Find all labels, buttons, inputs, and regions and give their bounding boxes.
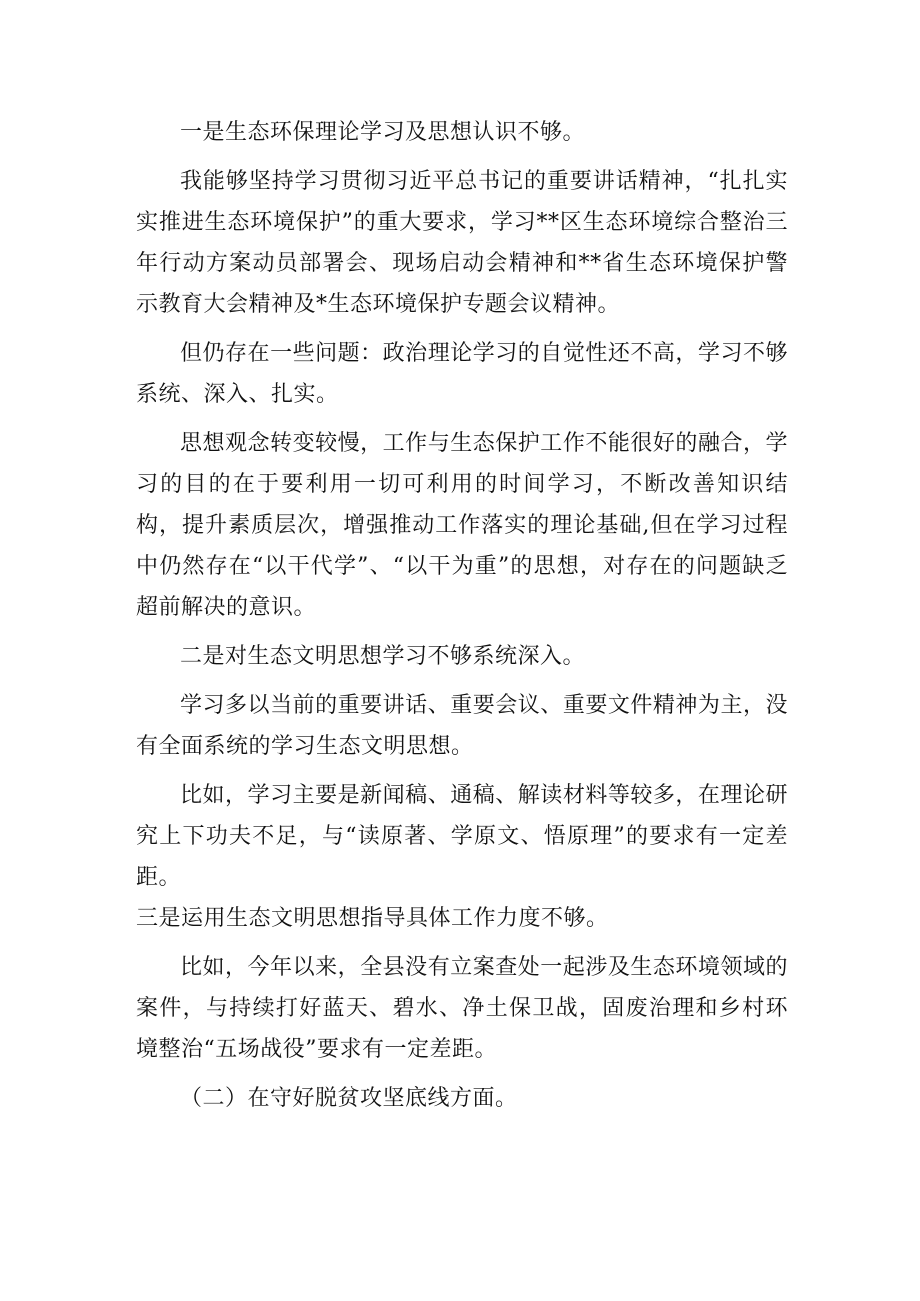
paragraph: 学习多以当前的重要讲话、重要会议、重要文件精神为主，没有全面系统的学习生态文明思想。 [136,693,788,759]
paragraph-heading-1: 一是生态环保理论学习及思想认识不够。 [180,120,586,145]
paragraph-heading-2: 二是对生态文明思想学习不够系统深入。 [180,644,586,669]
paragraph: 思想观念转变较慢，工作与生态保护工作不能很好的融合，学习的目的在于要利用一切可利用的时间学习，不断改善知识结构，提升素质层次，增强推动工作落实的理论基础,但在学习过程中仍然存在“以干代学”、“以干为重”的思想，对存在的问题缺乏超前解决的意识。 [136,431,788,620]
section-heading: （二）在守好脱贫攻坚底线方面。 [180,1086,518,1111]
paragraph: 比如，学习主要是新闻稿、通稿、解读材料等较多，在理论研究上下功夫不足，与“读原著、学原文、悟原理”的要求有一定差距。 [136,783,788,890]
paragraph: 我能够坚持学习贯彻习近平总书记的重要讲话精神，“扎扎实实推进生态环境保护”的重大要求，学习**区生态环境综合整治三年行动方案动员部署会、现场启动会精神和**省生态环境保护警示教育大会精神及*生态环境保护专题会议精神。 [136,169,788,317]
paragraph: 比如，今年以来，全县没有立案查处一起涉及生态环境领域的案件，与持续打好蓝天、碧水、净土保卫战，固废治理和乡村环境整治“五场战役”要求有一定差距。 [136,955,788,1062]
document-body [136,112,788,1127]
paragraph-heading-3: 三是运用生态文明思想指导具体工作力度不够。 [136,906,609,931]
paragraph: 但仍存在一些问题：政治理论学习的自觉性还不高，学习不够系统、深入、扎实。 [136,341,788,407]
